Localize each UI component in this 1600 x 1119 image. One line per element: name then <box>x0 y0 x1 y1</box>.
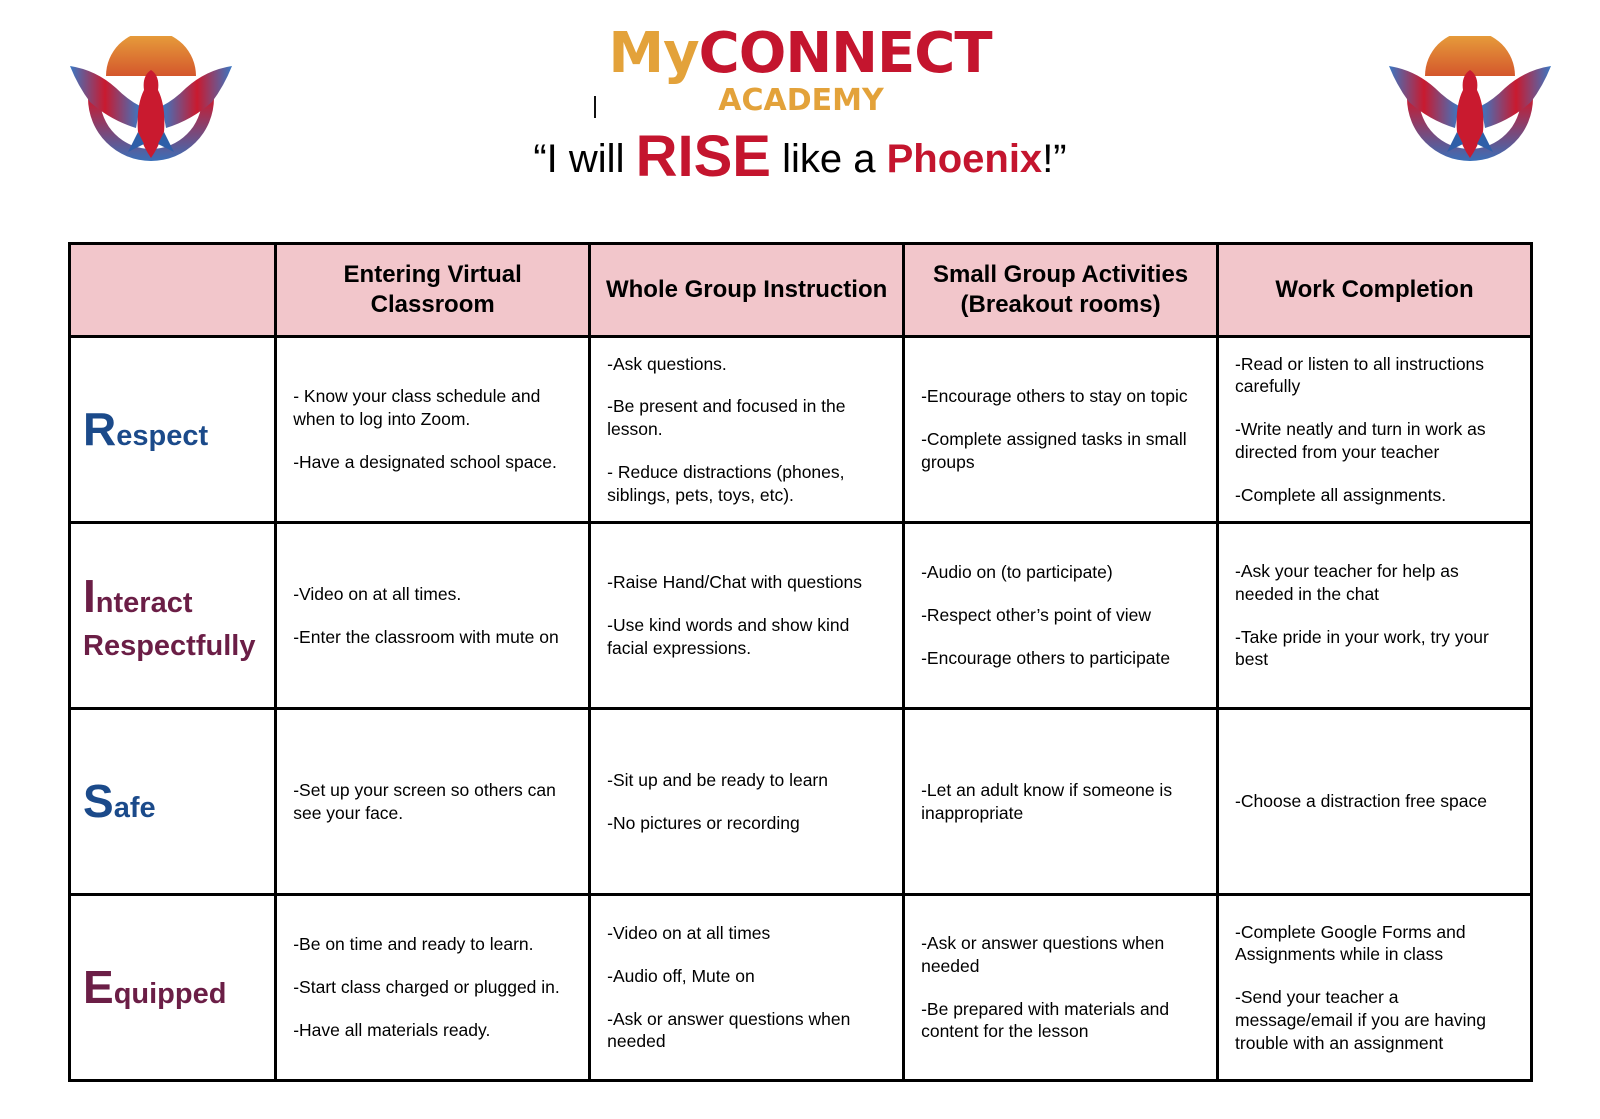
table-cell: -Ask or answer questions when needed -Be prepared with materials and content for the lesson <box>904 895 1218 1081</box>
table-cell: -Video on at all times. -Enter the classroom with mute on <box>276 523 590 709</box>
table-cell: -Ask your teacher for help as needed in the chat -Take pride in your work, try your best <box>1218 523 1532 709</box>
slogan-rise: RISE <box>635 124 771 189</box>
table-row <box>70 523 1532 709</box>
header-row <box>70 244 1532 337</box>
table-cell: -Raise Hand/Chat with questions -Use kind words and show kind facial expressions. <box>590 523 904 709</box>
column-header-corner <box>70 244 276 337</box>
table-cell: -Audio on (to participate) -Respect other’s point of view -Encourage others to participate <box>904 523 1218 709</box>
slogan-close: !” <box>1042 137 1067 181</box>
slogan-phoenix: Phoenix <box>886 137 1043 181</box>
brand-wordmark <box>0 21 1600 86</box>
brand-my: My <box>608 21 699 86</box>
table-cell: -Encourage others to stay on topic -Complete assigned tasks in small groups <box>904 337 1218 523</box>
table-cell: -Set up your screen so others can see your face. <box>276 709 590 895</box>
slogan <box>0 124 1600 189</box>
column-header-work-completion: Work Completion <box>1218 244 1532 337</box>
table-cell: -Choose a distraction free space <box>1218 709 1532 895</box>
expectations-matrix <box>68 242 1533 1082</box>
table-row <box>70 709 1532 895</box>
table-cell: - Know your class schedule and when to log into Zoom. -Have a designated school space. <box>276 337 590 523</box>
table-cell: -Sit up and be ready to learn -No pictures or recording <box>590 709 904 895</box>
text-cursor-mark <box>594 96 596 118</box>
slogan-like: like a <box>782 137 876 181</box>
table-cell: -Ask questions. -Be present and focused in the lesson. - Reduce distractions (phones, siblings, pets, toys, etc). <box>590 337 904 523</box>
table-row <box>70 895 1532 1081</box>
table-row <box>70 337 1532 523</box>
brand-connect: CONNECT <box>698 21 992 86</box>
table-cell: -Let an adult know if someone is inappropriate <box>904 709 1218 895</box>
slogan-open: “I will <box>533 137 625 181</box>
brand-academy <box>0 83 1600 118</box>
column-header-entering: Entering Virtual Classroom <box>276 244 590 337</box>
row-label-safe: Safe <box>70 709 276 895</box>
column-header-small-group: Small Group Activities (Breakout rooms) <box>904 244 1218 337</box>
row-label-equipped: Equipped <box>70 895 276 1081</box>
table-cell: -Video on at all times -Audio off, Mute on -Ask or answer questions when needed <box>590 895 904 1081</box>
brand-academy-text: ACADEMY <box>718 83 884 118</box>
table-cell: -Read or listen to all instructions carefully -Write neatly and turn in work as directed from your teacher -Complete all assignments. <box>1218 337 1532 523</box>
column-header-whole-group: Whole Group Instruction <box>590 244 904 337</box>
table-cell: -Be on time and ready to learn. -Start class charged or plugged in. -Have all materials ready. <box>276 895 590 1081</box>
row-label-interact-respectfully: Interact Respectfully <box>70 523 276 709</box>
table-cell: -Complete Google Forms and Assignments while in class -Send your teacher a message/email if you are having trouble with an assignment <box>1218 895 1532 1081</box>
row-label-respect: Respect <box>70 337 276 523</box>
